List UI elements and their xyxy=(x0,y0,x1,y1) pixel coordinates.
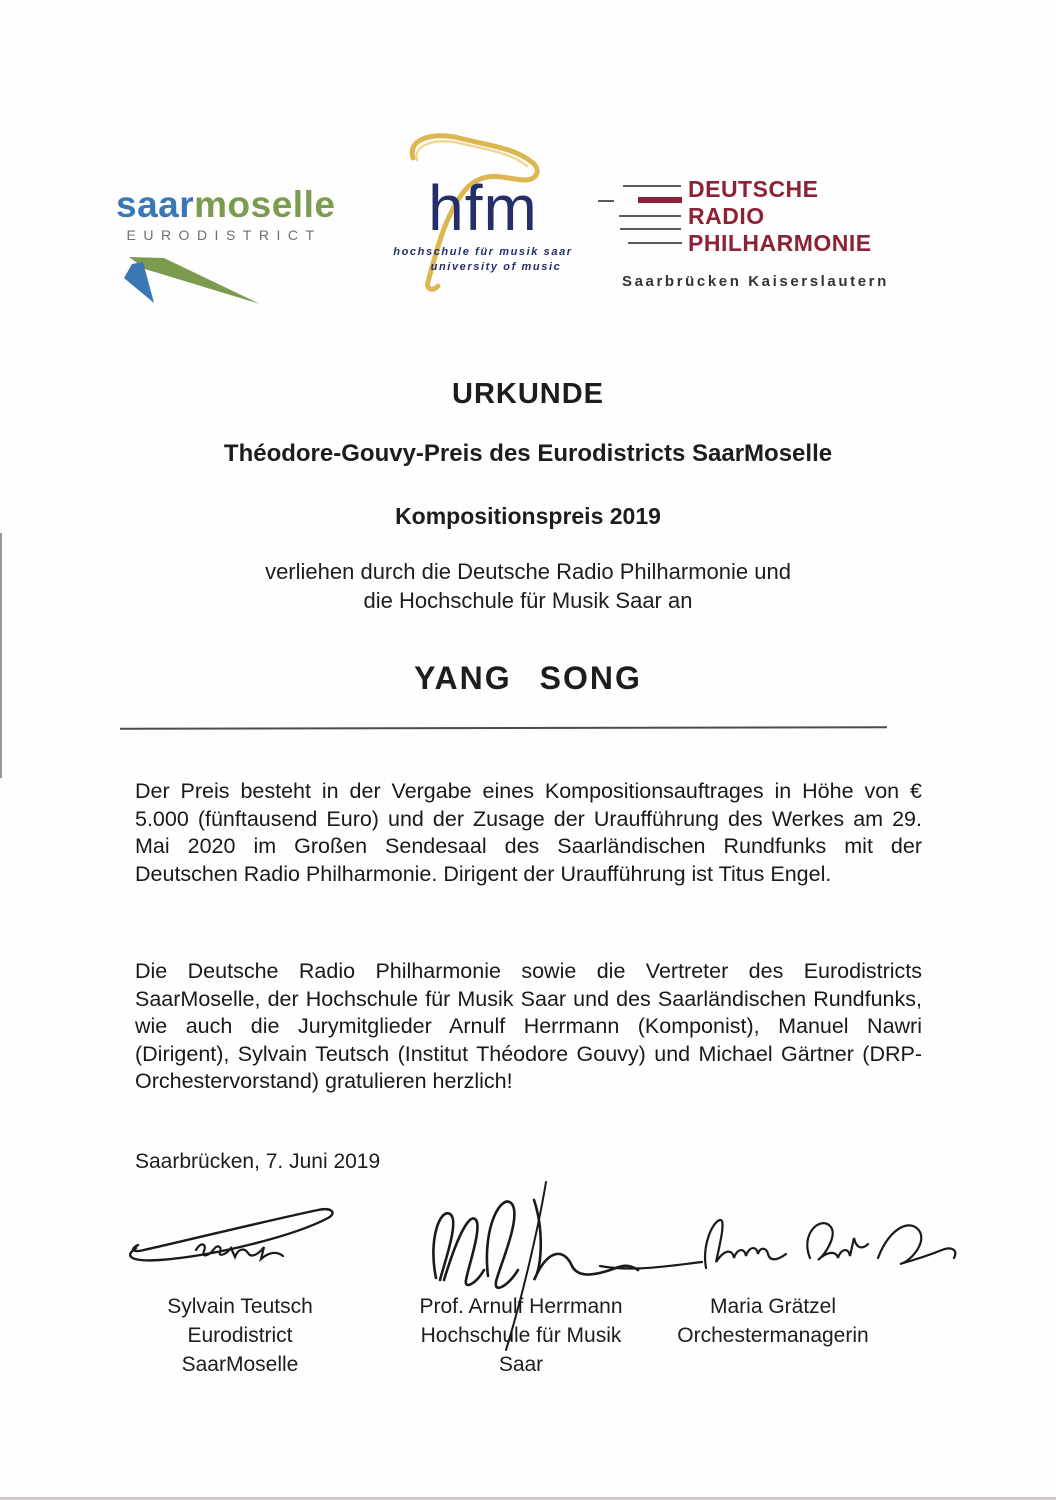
drp-line-deutsche: DEUTSCHE xyxy=(688,176,819,202)
saarmoselle-word-saar: saar xyxy=(116,184,195,225)
hfm-subtitle-en: university of music xyxy=(430,261,562,273)
award-intro xyxy=(0,557,1056,615)
drp-wordmark xyxy=(688,176,872,257)
signatory-graetzel xyxy=(672,1292,874,1350)
recipient-name xyxy=(0,660,1056,697)
scan-edge-artifact-left xyxy=(0,533,2,778)
signatory-teutsch xyxy=(128,1292,352,1379)
prize-year: Kompositionspreis 2019 xyxy=(395,503,661,529)
recipient-last-name: SONG xyxy=(539,660,642,696)
drp-cities-label: Saarbrücken Kaiserslautern xyxy=(622,273,889,290)
saarmoselle-logo xyxy=(116,184,336,309)
signatory-herrmann xyxy=(398,1292,644,1379)
signature-graetzel-icon xyxy=(598,1210,962,1290)
certificate-title: URKUNDE xyxy=(452,378,604,410)
signatory-name: Maria Grätzel xyxy=(709,1295,837,1318)
divider-rule xyxy=(120,726,887,730)
signatory-org: Orchestermanagerin xyxy=(677,1324,869,1347)
signatory-name: Sylvain Teutsch xyxy=(167,1295,313,1318)
hfm-acronym: hfm xyxy=(428,172,538,244)
eurodistrict-label: EURODISTRICT xyxy=(126,227,322,243)
saarmoselle-word-moselle: moselle xyxy=(194,184,336,225)
congratulations-paragraph: Die Deutsche Radio Philharmonie sowie die Vertreter des Eurodistricts SaarMoselle, der Hochschule für Musik Saar und des Saarländischen Rundfunks, wie auch die Jurymitglieder Arnulf Herrmann (Komponist), Manuel Nawri (Dirigent), Sylvain Teutsch (Institut Théodore Gouvy) und Michael Gärtner (DRP-Orchestervorstand) gratulieren herzlich! xyxy=(135,959,922,1093)
drp-line-radio: RADIO xyxy=(688,203,765,229)
saarmoselle-wordmark xyxy=(116,184,336,225)
signature-teutsch-icon xyxy=(122,1198,344,1270)
staff-lines-icon xyxy=(596,168,686,248)
signatory-org: Eurodistrict SaarMoselle xyxy=(181,1324,299,1376)
award-intro-line1: verliehen durch die Deutsche Radio Philharmonie und xyxy=(265,559,791,584)
recipient-first-name: YANG xyxy=(414,660,512,696)
drp-line-philharmonie: PHILHARMONIE xyxy=(688,230,872,256)
signatory-org: Hochschule für Musik Saar xyxy=(420,1324,622,1376)
signatory-name: Prof. Arnulf Herrmann xyxy=(419,1295,623,1318)
prize-name: Théodore-Gouvy-Preis des Eurodistricts SaarMoselle xyxy=(223,440,833,467)
hfm-logo xyxy=(383,130,583,295)
award-intro-line2: die Hochschule für Musik Saar an xyxy=(363,588,693,613)
hfm-subtitle-de: hochschule für musik saar xyxy=(393,246,573,258)
place-date-line: Saarbrücken, 7. Juni 2019 xyxy=(135,1150,381,1173)
saarmoselle-swoosh-icon xyxy=(116,247,326,309)
prize-description-paragraph: Der Preis besteht in der Vergabe eines Kompositionsauftrages in Höhe von € 5.000 (fünftausend Euro) und der Zusage der Uraufführung des Werkes am 29. Mai 2020 im Großen Sendesaal des Saarländischen Rundfunks mit der Deutschen Radio Philharmonie. Dirigent der Uraufführung ist Titus Engel. xyxy=(135,779,922,886)
